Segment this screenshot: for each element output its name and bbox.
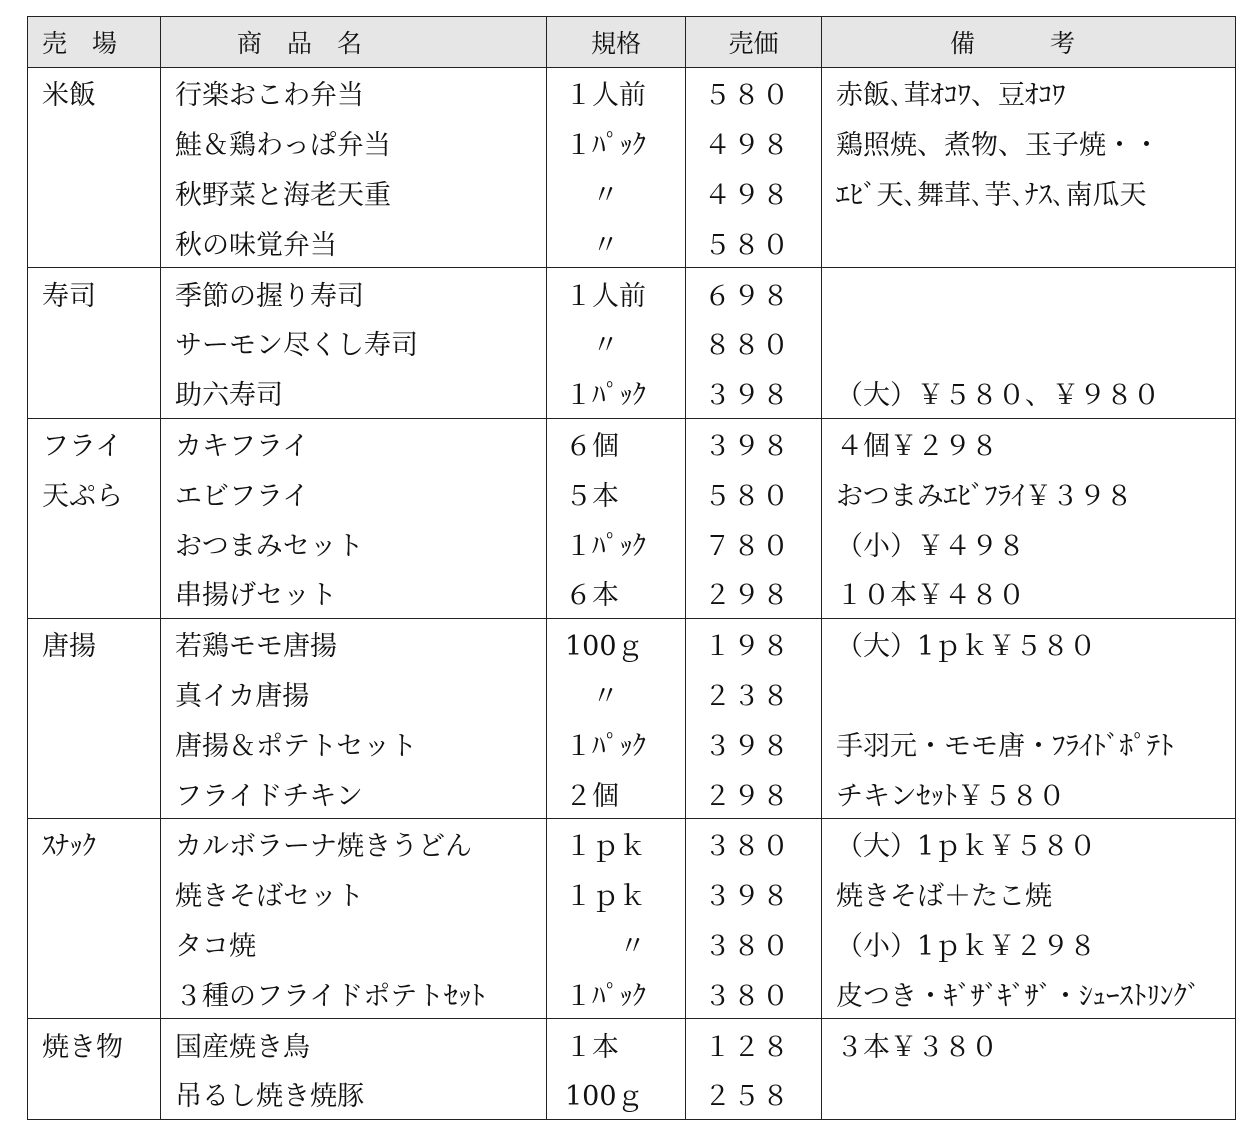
- product-name-cell: おつまみセット: [161, 518, 547, 568]
- category-cell: 焼き物: [28, 1019, 161, 1069]
- product-name-cell: フライドチキン: [161, 768, 547, 818]
- price-cell: ８８０: [686, 318, 822, 368]
- spec-cell: １本: [547, 1019, 686, 1069]
- spec-cell: １ｐｋ: [547, 818, 686, 868]
- header-price: 売価: [686, 17, 822, 68]
- category-cell: [28, 518, 161, 568]
- header-category: 売 場: [28, 17, 161, 68]
- note-cell: [822, 669, 1236, 719]
- note-cell: （小）￥４９８: [822, 518, 1236, 568]
- header-row: [28, 17, 1236, 68]
- table-row: [28, 118, 1236, 168]
- price-cell: ３８０: [686, 818, 822, 868]
- category-cell: 天ぷら: [28, 468, 161, 518]
- note-cell: （大）1ｐｋ￥５８０: [822, 818, 1236, 868]
- product-name-cell: 国産焼き鳥: [161, 1019, 547, 1069]
- price-cell: ３９８: [686, 718, 822, 768]
- table-row: [28, 869, 1236, 919]
- price-cell: ３９８: [686, 368, 822, 418]
- spec-cell: 〃: [547, 318, 686, 368]
- price-cell: ３８０: [686, 968, 822, 1018]
- table-row: [28, 968, 1236, 1018]
- category-cell: [28, 768, 161, 818]
- note-cell: [822, 217, 1236, 267]
- category-cell: [28, 168, 161, 218]
- product-name-cell: サーモン尽くし寿司: [161, 318, 547, 368]
- spec-cell: ２個: [547, 768, 686, 818]
- product-name-cell: 季節の握り寿司: [161, 268, 547, 318]
- category-cell: 寿司: [28, 268, 161, 318]
- table-row: [28, 318, 1236, 368]
- spec-cell: 〃: [547, 919, 686, 969]
- header-spec: 規格: [547, 17, 686, 68]
- price-cell: ６９８: [686, 268, 822, 318]
- category-cell: [28, 869, 161, 919]
- price-cell: ３９８: [686, 418, 822, 468]
- product-name-cell: 行楽おこわ弁当: [161, 68, 547, 118]
- note-cell: （小）1ｐｋ￥２９８: [822, 919, 1236, 969]
- spec-cell: 〃: [547, 168, 686, 218]
- product-name-cell: 秋野菜と海老天重: [161, 168, 547, 218]
- spec-cell: １人前: [547, 268, 686, 318]
- note-cell: [822, 318, 1236, 368]
- spec-cell: １ﾊﾟｯｸ: [547, 118, 686, 168]
- spec-cell: 100ｇ: [547, 1069, 686, 1119]
- spec-cell: １ﾊﾟｯｸ: [547, 518, 686, 568]
- spec-cell: 〃: [547, 669, 686, 719]
- category-cell: 米飯: [28, 68, 161, 118]
- note-cell: ４個￥２９８: [822, 418, 1236, 468]
- table-row: [28, 268, 1236, 318]
- note-cell: 手羽元・モモ唐・ﾌﾗｲﾄﾞﾎﾟﾃﾄ: [822, 718, 1236, 768]
- category-cell: 唐揚: [28, 618, 161, 668]
- category-cell: [28, 919, 161, 969]
- category-cell: [28, 718, 161, 768]
- table-row: [28, 418, 1236, 468]
- category-cell: [28, 1069, 161, 1119]
- spec-cell: ６個: [547, 418, 686, 468]
- product-name-cell: 吊るし焼き焼豚: [161, 1069, 547, 1119]
- category-cell: [28, 368, 161, 418]
- note-cell: ｴﾋﾞ天､舞茸､芋､ﾅｽ､南瓜天: [822, 168, 1236, 218]
- product-price-table: [27, 16, 1236, 1120]
- table-row: [28, 1069, 1236, 1119]
- spec-cell: １人前: [547, 68, 686, 118]
- table-row: [28, 1019, 1236, 1069]
- price-cell: ２９８: [686, 568, 822, 618]
- header-product-name: 商 品 名: [161, 17, 547, 68]
- spec-cell: １ﾊﾟｯｸ: [547, 368, 686, 418]
- note-cell: 皮つき・ｷﾞｻﾞｷﾞｻﾞ・ｼｭｰｽﾄﾘﾝｸﾞ: [822, 968, 1236, 1018]
- spec-cell: 100ｇ: [547, 618, 686, 668]
- product-name-cell: 唐揚＆ポテトセット: [161, 718, 547, 768]
- product-name-cell: 串揚げセット: [161, 568, 547, 618]
- category-cell: [28, 118, 161, 168]
- price-cell: ７８０: [686, 518, 822, 568]
- price-cell: ４９８: [686, 168, 822, 218]
- note-cell: 赤飯､茸ｵｺﾜ、豆ｵｺﾜ: [822, 68, 1236, 118]
- product-name-cell: カルボラーナ焼きうどん: [161, 818, 547, 868]
- table-row: [28, 818, 1236, 868]
- price-cell: ２３８: [686, 669, 822, 719]
- table-row: [28, 919, 1236, 969]
- category-cell: [28, 669, 161, 719]
- category-cell: ｽﾅｯｸ: [28, 818, 161, 868]
- note-cell: [822, 1069, 1236, 1119]
- product-name-cell: 真イカ唐揚: [161, 669, 547, 719]
- spec-cell: 〃: [547, 217, 686, 267]
- product-name-cell: 焼きそばセット: [161, 869, 547, 919]
- product-name-cell: ３種のフライドポテトｾｯﾄ: [161, 968, 547, 1018]
- spec-cell: １ﾊﾟｯｸ: [547, 968, 686, 1018]
- product-name-cell: 鮭＆鶏わっぱ弁当: [161, 118, 547, 168]
- price-cell: ５８０: [686, 468, 822, 518]
- header-note: 備 考: [822, 17, 1236, 68]
- spec-cell: １ﾊﾟｯｸ: [547, 718, 686, 768]
- category-cell: フライ: [28, 418, 161, 468]
- price-cell: ５８０: [686, 68, 822, 118]
- price-cell: ２５８: [686, 1069, 822, 1119]
- spec-cell: ６本: [547, 568, 686, 618]
- table-row: [28, 368, 1236, 418]
- table-row: [28, 568, 1236, 618]
- note-cell: チキンｾｯﾄ￥５８０: [822, 768, 1236, 818]
- product-name-cell: タコ焼: [161, 919, 547, 969]
- note-cell: １０本￥４８０: [822, 568, 1236, 618]
- table-row: [28, 217, 1236, 267]
- note-cell: （大）￥５８０、￥９８０: [822, 368, 1236, 418]
- product-name-cell: カキフライ: [161, 418, 547, 468]
- price-cell: ２９８: [686, 768, 822, 818]
- table-row: [28, 168, 1236, 218]
- price-cell: １９８: [686, 618, 822, 668]
- note-cell: おつまみｴﾋﾞﾌﾗｲ￥３９８: [822, 468, 1236, 518]
- product-name-cell: 秋の味覚弁当: [161, 217, 547, 267]
- table-row: [28, 718, 1236, 768]
- spec-cell: １ｐｋ: [547, 869, 686, 919]
- table-row: [28, 518, 1236, 568]
- price-cell: ４９８: [686, 118, 822, 168]
- note-cell: [822, 268, 1236, 318]
- product-name-cell: 助六寿司: [161, 368, 547, 418]
- product-name-cell: 若鶏モモ唐揚: [161, 618, 547, 668]
- table-row: [28, 618, 1236, 668]
- note-cell: 鶏照焼、煮物、玉子焼・・: [822, 118, 1236, 168]
- note-cell: ３本￥３８０: [822, 1019, 1236, 1069]
- note-cell: 焼きそば＋たこ焼: [822, 869, 1236, 919]
- table-row: [28, 68, 1236, 118]
- price-cell: １２８: [686, 1019, 822, 1069]
- table-row: [28, 468, 1236, 518]
- category-cell: [28, 217, 161, 267]
- category-cell: [28, 318, 161, 368]
- table-row: [28, 669, 1236, 719]
- category-cell: [28, 968, 161, 1018]
- price-cell: ５８０: [686, 217, 822, 267]
- category-cell: [28, 568, 161, 618]
- note-cell: （大）1ｐｋ￥５８０: [822, 618, 1236, 668]
- product-name-cell: エビフライ: [161, 468, 547, 518]
- price-cell: ３８０: [686, 919, 822, 969]
- spec-cell: ５本: [547, 468, 686, 518]
- table-row: [28, 768, 1236, 818]
- price-cell: ３９８: [686, 869, 822, 919]
